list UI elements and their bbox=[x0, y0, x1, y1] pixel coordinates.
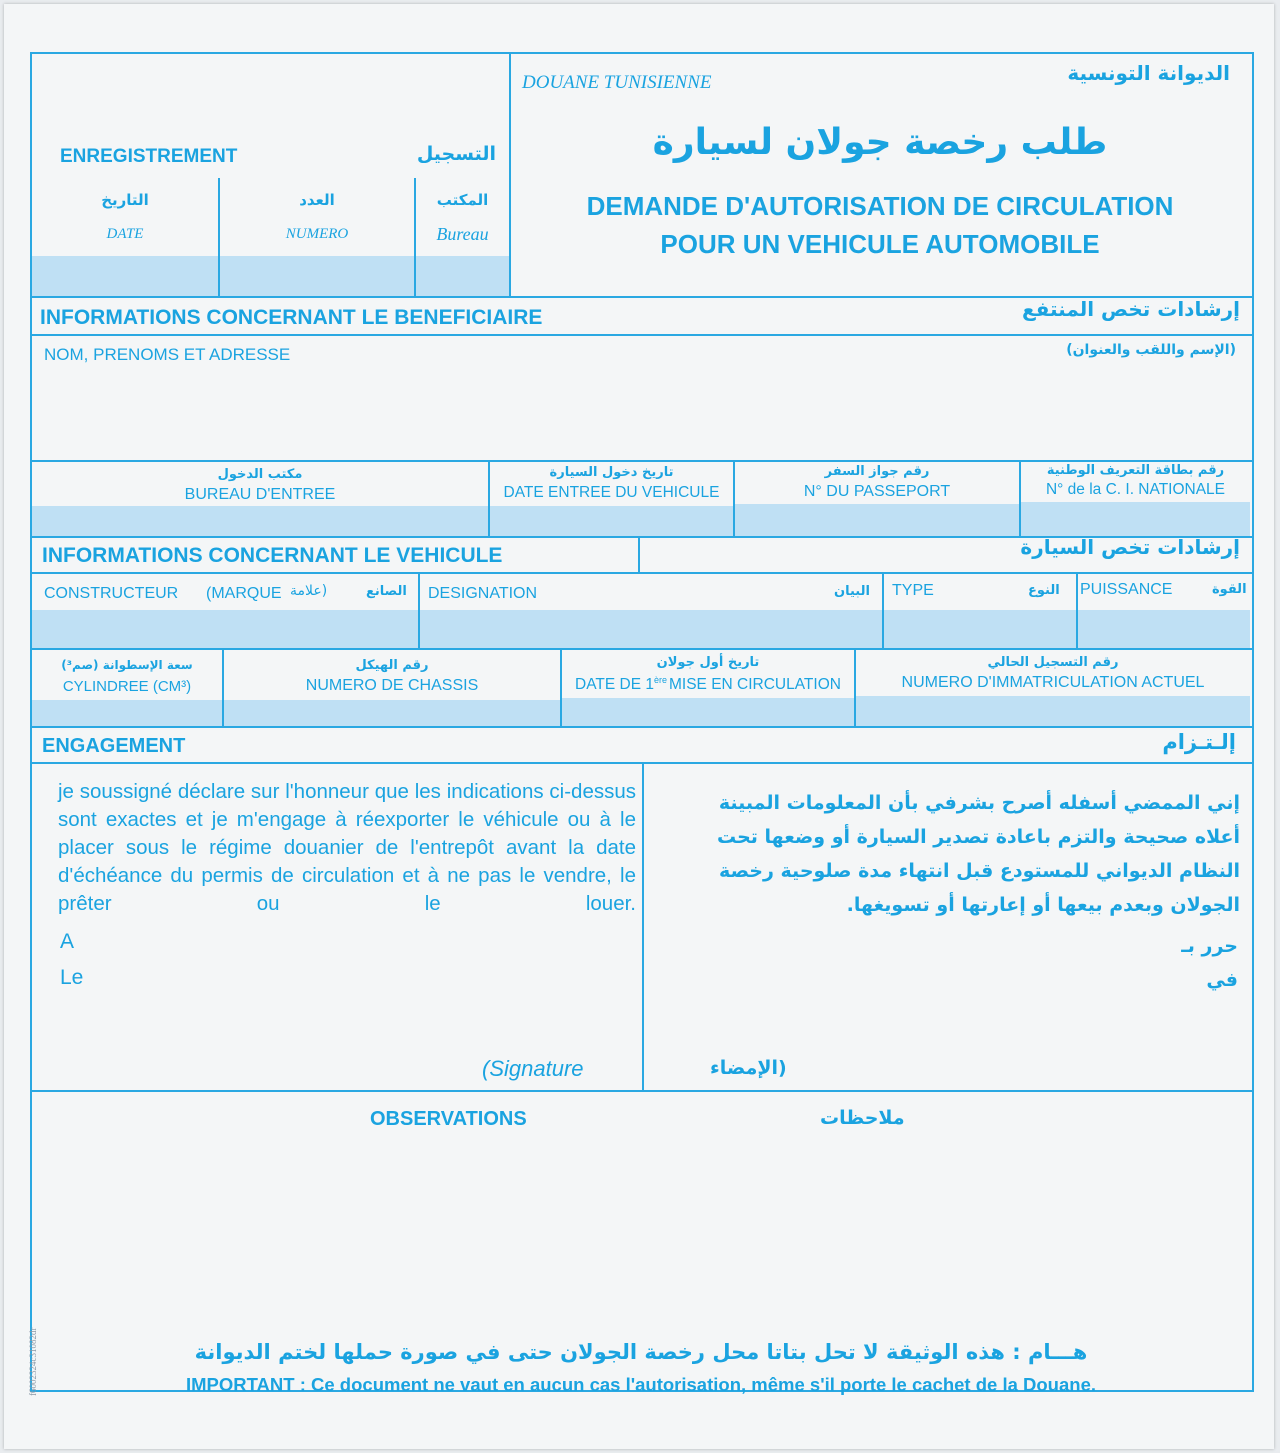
chassis-field[interactable] bbox=[224, 700, 560, 726]
passeport-fr: N° DU PASSEPORT bbox=[803, 483, 951, 500]
constructeur-field[interactable] bbox=[32, 610, 418, 648]
reg-date-fr: DATE bbox=[106, 226, 144, 242]
reg-bureau-fr: Bureau bbox=[436, 224, 489, 244]
designation-fr: DESIGNATION bbox=[428, 585, 538, 602]
engagement-text-ar: إني الممضي أسفله أصرح بشرفي بأن المعلومات المبينة أعلاه صحيحة والتزم باعادة تصدير السيارة أو وضعها تحت النظام الديواني للمستودع قبل انتهاء مدة صلوحية رخصة الجولان وبعدم بيعها أو إعارتها أو تسويغها. bbox=[716, 792, 1240, 916]
bureau-entree-fr: BUREAU D'ENTREE bbox=[184, 486, 336, 503]
veh-row2-bottom bbox=[30, 726, 1252, 728]
beneficiaire-title-ar: إرشادات تخص المنتفع bbox=[1021, 297, 1240, 321]
reg-numero-ar: العدد bbox=[299, 191, 335, 209]
cin-ar: رقم بطاقة التعريف الوطنية bbox=[1046, 463, 1225, 478]
cylindree-ar: سعة الإسطوانة (صم³) bbox=[61, 658, 193, 672]
date-entree-fr: DATE ENTREE DU VEHICULE bbox=[503, 484, 720, 501]
engagement-text-fr: je soussigné déclare sur l'honneur que les indications ci-dessus sont exactes et je m'engage à réexporter le véhicule ou à le placer sous le régime douanier de l'entrepôt avant la date d'échéance du permis de circulation et à ne pas le vendre, le prêter ou le louer. bbox=[58, 780, 636, 915]
designation-ar: البيان bbox=[834, 584, 870, 599]
title-fr-2: POUR UN VEHICULE AUTOMOBILE bbox=[660, 229, 1100, 259]
engagement-title-line bbox=[30, 762, 1252, 764]
beneficiaire-title-line bbox=[30, 334, 1252, 336]
important-fr: IMPORTANT : Ce document ne vaut en aucun cas l'autorisation, même s'il porte le cachet de la Douane. bbox=[185, 1374, 1096, 1395]
signature-fr: (Signature bbox=[482, 1056, 584, 1081]
reg-date-ar: التاريخ bbox=[101, 191, 149, 209]
type-fr: TYPE bbox=[892, 582, 934, 599]
title-fr-1: DEMANDE D'AUTORISATION DE CIRCULATION bbox=[586, 191, 1174, 221]
puissance-field[interactable] bbox=[1078, 610, 1250, 648]
puissance-ar: القوة bbox=[1212, 582, 1247, 597]
chassis-ar: رقم الهيكل bbox=[355, 658, 429, 673]
designation-field[interactable] bbox=[420, 610, 882, 648]
premiere-field[interactable] bbox=[562, 698, 854, 726]
observations-field[interactable] bbox=[34, 1144, 1248, 1330]
puissance-fr: PUISSANCE bbox=[1080, 581, 1173, 598]
type-field[interactable] bbox=[884, 610, 1076, 648]
harrar-ar: حرر بـ bbox=[1181, 935, 1238, 957]
chassis-fr: NUMERO DE CHASSIS bbox=[305, 677, 479, 694]
veh-row1-bottom bbox=[30, 648, 1252, 650]
immat-ar: رقم التسجيل الحالي bbox=[987, 655, 1119, 670]
engagement-a-label: A bbox=[60, 930, 75, 953]
nom-bottom-line bbox=[30, 460, 1252, 462]
observations-title-ar: ملاحظات bbox=[820, 1107, 905, 1129]
premiere-ar: تاريخ أول جولان bbox=[656, 655, 760, 670]
engagement-title-fr: ENGAGEMENT bbox=[42, 735, 186, 757]
reg-bureau-field[interactable] bbox=[416, 256, 509, 296]
passeport-field[interactable] bbox=[735, 504, 1019, 536]
engagement-title-ar: إلـتـزام bbox=[1162, 730, 1236, 754]
vehicule-title-fr: INFORMATIONS CONCERNANT LE VEHICULE bbox=[42, 544, 503, 567]
premiere-fr-b: MISE EN CIRCULATION bbox=[669, 676, 841, 694]
vehicule-title-divider bbox=[638, 536, 640, 572]
premiere-fr-a: DATE DE 1 bbox=[575, 676, 654, 694]
cylindree-field[interactable] bbox=[32, 700, 222, 726]
reg-bureau-ar: المكتب bbox=[436, 191, 489, 209]
immat-field[interactable] bbox=[856, 696, 1250, 726]
premiere-fr bbox=[562, 675, 854, 694]
passeport-ar: رقم جواز السفر bbox=[824, 464, 930, 479]
date-entree-field[interactable] bbox=[490, 506, 733, 536]
reg-numero-field[interactable] bbox=[220, 256, 414, 296]
vehicule-title-ar: إرشادات تخص السيارة bbox=[1020, 535, 1240, 559]
date-entree-ar: تاريخ دخول السيارة bbox=[549, 465, 674, 480]
title-ar: طلب رخصة جولان لسيارة bbox=[652, 122, 1108, 163]
nom-field[interactable] bbox=[32, 370, 1250, 460]
bureau-entree-ar: مكتب الدخول bbox=[217, 467, 303, 482]
douane-fr: DOUANE TUNISIENNE bbox=[522, 72, 712, 93]
observations-title-fr: OBSERVATIONS bbox=[370, 1108, 527, 1130]
nom-label-fr: NOM, PRENOMS ET ADRESSE bbox=[44, 345, 291, 364]
marque-fr: (MARQUE bbox=[206, 585, 282, 602]
cin-fr: N° de la C. I. NATIONALE bbox=[1045, 481, 1226, 498]
registration-title-ar: التسجيل bbox=[416, 143, 496, 165]
important-ar: هـــام : هذه الوثيقة لا تحل بتاتا محل رخصة الجولان حتى في صورة حملها لختم الديوانة bbox=[194, 1340, 1088, 1364]
signature-field-fr[interactable] bbox=[34, 994, 638, 1088]
signature-field-ar[interactable] bbox=[646, 1004, 1250, 1088]
nom-label-ar: (الإسم واللقب والعنوان) bbox=[1066, 342, 1236, 358]
reg-date-field[interactable] bbox=[32, 256, 218, 296]
signature-ar: (الإمضاء bbox=[710, 1057, 787, 1079]
engagement-le-label: Le bbox=[60, 966, 84, 989]
marque-ar: (علامة bbox=[290, 583, 328, 599]
type-ar: النوع bbox=[1028, 583, 1060, 598]
engagement-divider bbox=[642, 762, 644, 1090]
fi-ar: في bbox=[1206, 969, 1238, 991]
registration-title-fr: ENREGISTREMENT bbox=[60, 146, 238, 167]
constructeur-ar: الصانع bbox=[366, 584, 407, 599]
constructeur-fr: CONSTRUCTEUR bbox=[44, 585, 179, 602]
premiere-fr-sup: ère bbox=[653, 675, 667, 685]
side-code: f6002324c31082dr bbox=[28, 1327, 38, 1396]
bureau-entree-field[interactable] bbox=[32, 506, 488, 536]
vehicule-title-line bbox=[30, 572, 1252, 574]
form-sheet bbox=[4, 4, 1274, 1449]
engagement-bottom-line bbox=[30, 1090, 1252, 1092]
immat-fr: NUMERO D'IMMATRICULATION ACTUEL bbox=[901, 674, 1205, 691]
cin-field[interactable] bbox=[1021, 502, 1250, 536]
beneficiaire-title-fr: INFORMATIONS CONCERNANT LE BENEFICIAIRE bbox=[40, 306, 543, 329]
cylindree-fr: CYLINDREE (CM³) bbox=[62, 678, 192, 695]
reg-numero-fr: NUMERO bbox=[285, 226, 349, 242]
douane-ar: الديوانة التونسية bbox=[1067, 61, 1230, 85]
